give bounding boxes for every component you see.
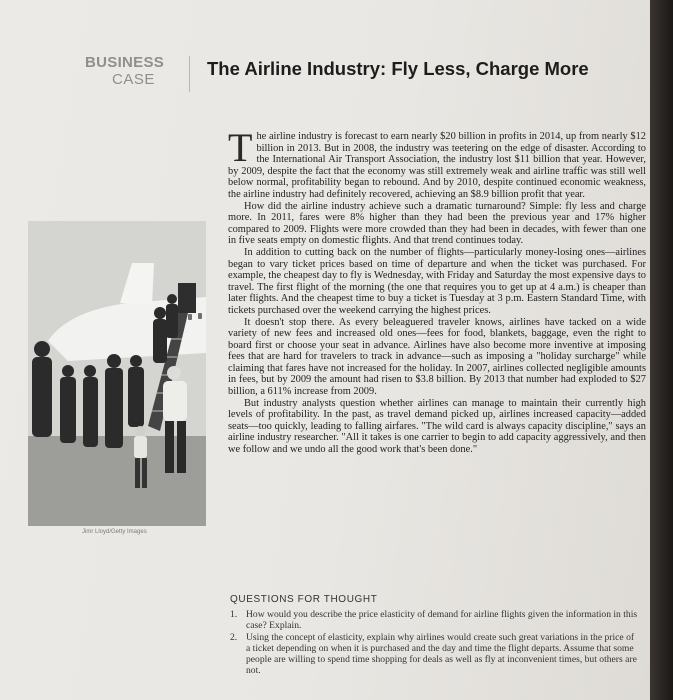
question-text: How would you describe the price elasticity of demand for airline flights given the information in this case? Explain.: [246, 609, 638, 631]
article-body: [228, 125, 646, 456]
article-paragraph: The airline industry is forecast to earn nearly $20 billion in profits in 2014, up from nearly $12 billion in 2013. But in 2008, the industry was teetering on the edge of disaster. According to the International Air Transport Association, the industry lost $11 billion that year. However, by 2009, despite the fact that the economy was still extremely weak and airline traffic was still well below normal, profitability began to rebound. And by 2010, despite continued economic weakness, the airline industry had definitely recovered, achieving an $8.9 billion profit that year.: [228, 125, 646, 200]
article-paragraph: In addition to cutting back on the number of flights—particularly money-losing ones—airlines began to vary ticket prices based on time of departure and when the ticket was purchased. For example, the cheapest day to fly is Wednesday, with Friday and Saturday the most expensive days to travel. The first flight of the morning (the one that requires you to get up at 4 a.m.) is cheaper than later flights. And the cheapest time to buy a ticket is Tuesday at 3 p.m. Eastern Standard Time, with tickets purchased over the weekend carrying the highest prices.: [228, 246, 646, 316]
page-edge-shadow: [650, 0, 673, 700]
article-paragraph: How did the airline industry achieve such a dramatic turnaround? Simple: fly less and charge more. In 2011, fares were 8% higher than they had been the previous year and 17% higher compared to 2009. Flights were more crowded than they had been in decades, with fewer than one in five seats empty on domestic flights. And that trend continues today.: [228, 200, 646, 247]
questions-list: [230, 609, 640, 677]
boarding-photo: [28, 221, 206, 526]
airplane-boarding-illustration: [28, 221, 206, 526]
drop-cap: T: [228, 125, 253, 170]
article-paragraph: But industry analysts question whether airlines can manage to maintain their currently high levels of profitability. In the past, as travel demand picked up, airlines increased capacity—added seats—too quickly, leading to falling airfares. "The wild card is always capacity discipline," says an airline industry researcher. "All it takes is one carrier to begin to add capacity aggressively, and then we follow and we undo all the good work that's been done.": [228, 397, 646, 456]
section-label-business: BUSINESS: [85, 54, 165, 71]
section-label-case: CASE: [112, 71, 155, 88]
question-text: Using the concept of elasticity, explain why airlines would create such great variations in the price of a ticket depending on when it is purchased and the day and time the flight departs. Assume that some people are willing to spend time shopping for deals as well as fly at inconvenient times, but others are not.: [246, 632, 637, 676]
question-number: 1.: [230, 609, 238, 620]
questions-heading: QUESTIONS FOR THOUGHT: [230, 594, 378, 605]
question-item: [230, 609, 640, 631]
photo-credit: Jimr Lloyd/Getty Images: [82, 529, 147, 535]
article-paragraph: It doesn't stop there. As every beleaguered traveler knows, airlines have tacked on a wide variety of new fees and increased old ones—fees for food, blankets, baggage, even the right to board first or choose your seat in advance. Airlines have also become more inventive at imposing fees that are hard for travelers to track in advance—such as imposing a "holiday surcharge" while claiming that fares have not increased for the holiday. In 2007, airlines collected negligible amounts in fees, but by 2009 the amount had risen to $3.8 billion. By 2013 that number had exploded to $27 billion, a 611% increase from 2009.: [228, 316, 646, 398]
page-title: The Airline Industry: Fly Less, Charge More: [207, 58, 589, 79]
header-divider: [189, 56, 190, 92]
question-number: 2.: [230, 632, 238, 643]
question-item: [230, 632, 640, 676]
